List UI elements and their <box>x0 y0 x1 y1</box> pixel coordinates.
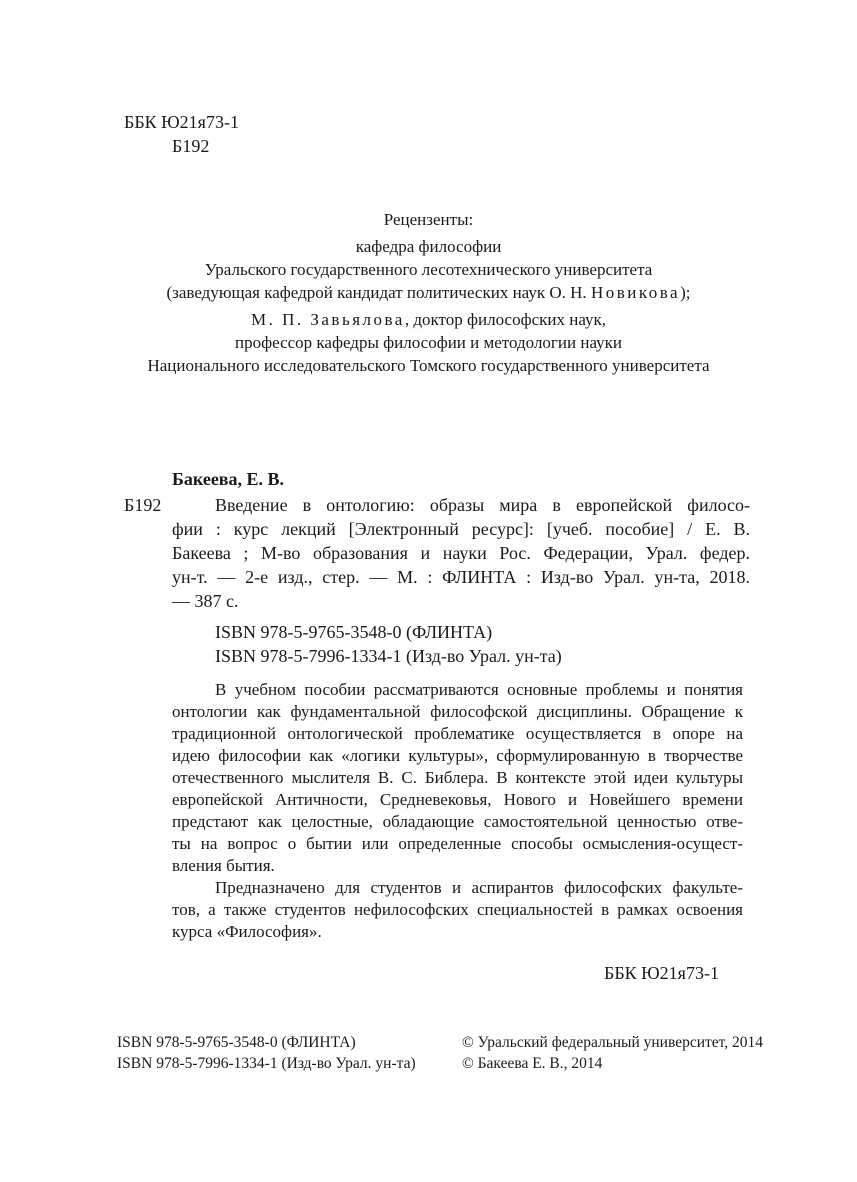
footer-isbn-2: ISBN 978-5-7996-1334-1 (Изд-во Урал. ун-та) <box>117 1055 416 1072</box>
annotation-line: вления бытия. <box>172 856 275 875</box>
reviewer-2-line-3: Национального исследовательского Томского государственного университета <box>147 356 710 375</box>
catalog-isbn-1: ISBN 978-5-9765-3548-0 (ФЛИНТА) <box>215 622 493 642</box>
reviewer-1-line-3-suffix: ); <box>680 283 691 302</box>
annotation-line: Предназначено для студентов и аспирантов философских факульте- <box>215 878 743 897</box>
annotation-line: отечественного мыслителя В. С. Библера. В контексте этой идеи культуры <box>172 768 743 787</box>
reviewer-1-head-name: Новикова <box>590 283 681 302</box>
reviewer-2-name: М. П. Завьялова <box>250 310 405 329</box>
annotation-line: курса «Философия». <box>172 922 322 941</box>
catalog-mark: Б192 <box>124 495 162 515</box>
catalog-isbn-2: ISBN 978-5-7996-1334-1 (Изд-во Урал. ун-та) <box>215 646 562 666</box>
annotation-line: онтологии как фундаментальной философской дисциплины. Обращение к <box>172 702 743 721</box>
annotation-line: традиционной онтологической проблематике осуществляется в опоре на <box>172 724 743 743</box>
footer-copyright-1: © Уральский федеральный университет, 2014 <box>462 1034 764 1051</box>
reviewer-1-line-3 <box>0 281 857 304</box>
catalog-description-line: Введение в онтологию: образы мира в европейской филосо- <box>215 495 750 515</box>
reviewer-2-line-2: профессор кафедры философии и методологии науки <box>235 333 622 352</box>
annotation-line: тов, а также студентов нефилософских специальностей в рамках освоения <box>172 900 743 919</box>
catalog-description-line: фии : курс лекций [Электронный ресурс]: [учеб. пособие] / Е. В. <box>172 519 750 539</box>
reviewer-1-line-1: кафедра философии <box>355 237 502 256</box>
annotation-line: идею философии как «логики культуры», сформулированную в творчестве <box>172 746 743 765</box>
reviewer-1-line-2: Уральского государственного лесотехнического университета <box>204 260 653 279</box>
reviewer-2-line-1-rest: , доктор философских наук, <box>404 310 607 329</box>
footer-copyright-2: © Бакеева Е. В., 2014 <box>462 1055 603 1072</box>
annotation-line: ты на вопрос о бытии или определенные способы осмысления-осущест- <box>172 834 743 853</box>
reviewer-2-line-1 <box>0 308 857 331</box>
author-mark: Б192 <box>172 136 210 156</box>
catalog-description-line: ун-т. — 2-е изд., стер. — М. : ФЛИНТА : Изд-во Урал. ун-та, 2018. <box>172 567 750 587</box>
catalog-description-line: Бакеева ; М-во образования и науки Рос. Федерации, Урал. федер. <box>172 543 750 563</box>
catalog-author: Бакеева, Е. В. <box>172 469 285 489</box>
annotation-bbk-code: ББК Ю21я73-1 <box>604 963 719 983</box>
bbk-code: ББК Ю21я73-1 <box>124 112 239 132</box>
annotation-line: предстают как целостные, обладающие самостоятельной ценностью отве- <box>172 812 743 831</box>
reviewers-heading: Рецензенты: <box>383 210 474 229</box>
catalog-description-line: — 387 с. <box>172 591 239 611</box>
footer-isbn-1: ISBN 978-5-9765-3548-0 (ФЛИНТА) <box>117 1034 356 1051</box>
annotation-line: европейской Античности, Средневековья, Нового и Новейшего времени <box>172 790 743 809</box>
reviewer-1-line-3-prefix: (заведующая кафедрой кандидат политических наук О. Н. <box>166 283 591 302</box>
annotation-line: В учебном пособии рассматриваются основные проблемы и понятия <box>215 680 743 699</box>
